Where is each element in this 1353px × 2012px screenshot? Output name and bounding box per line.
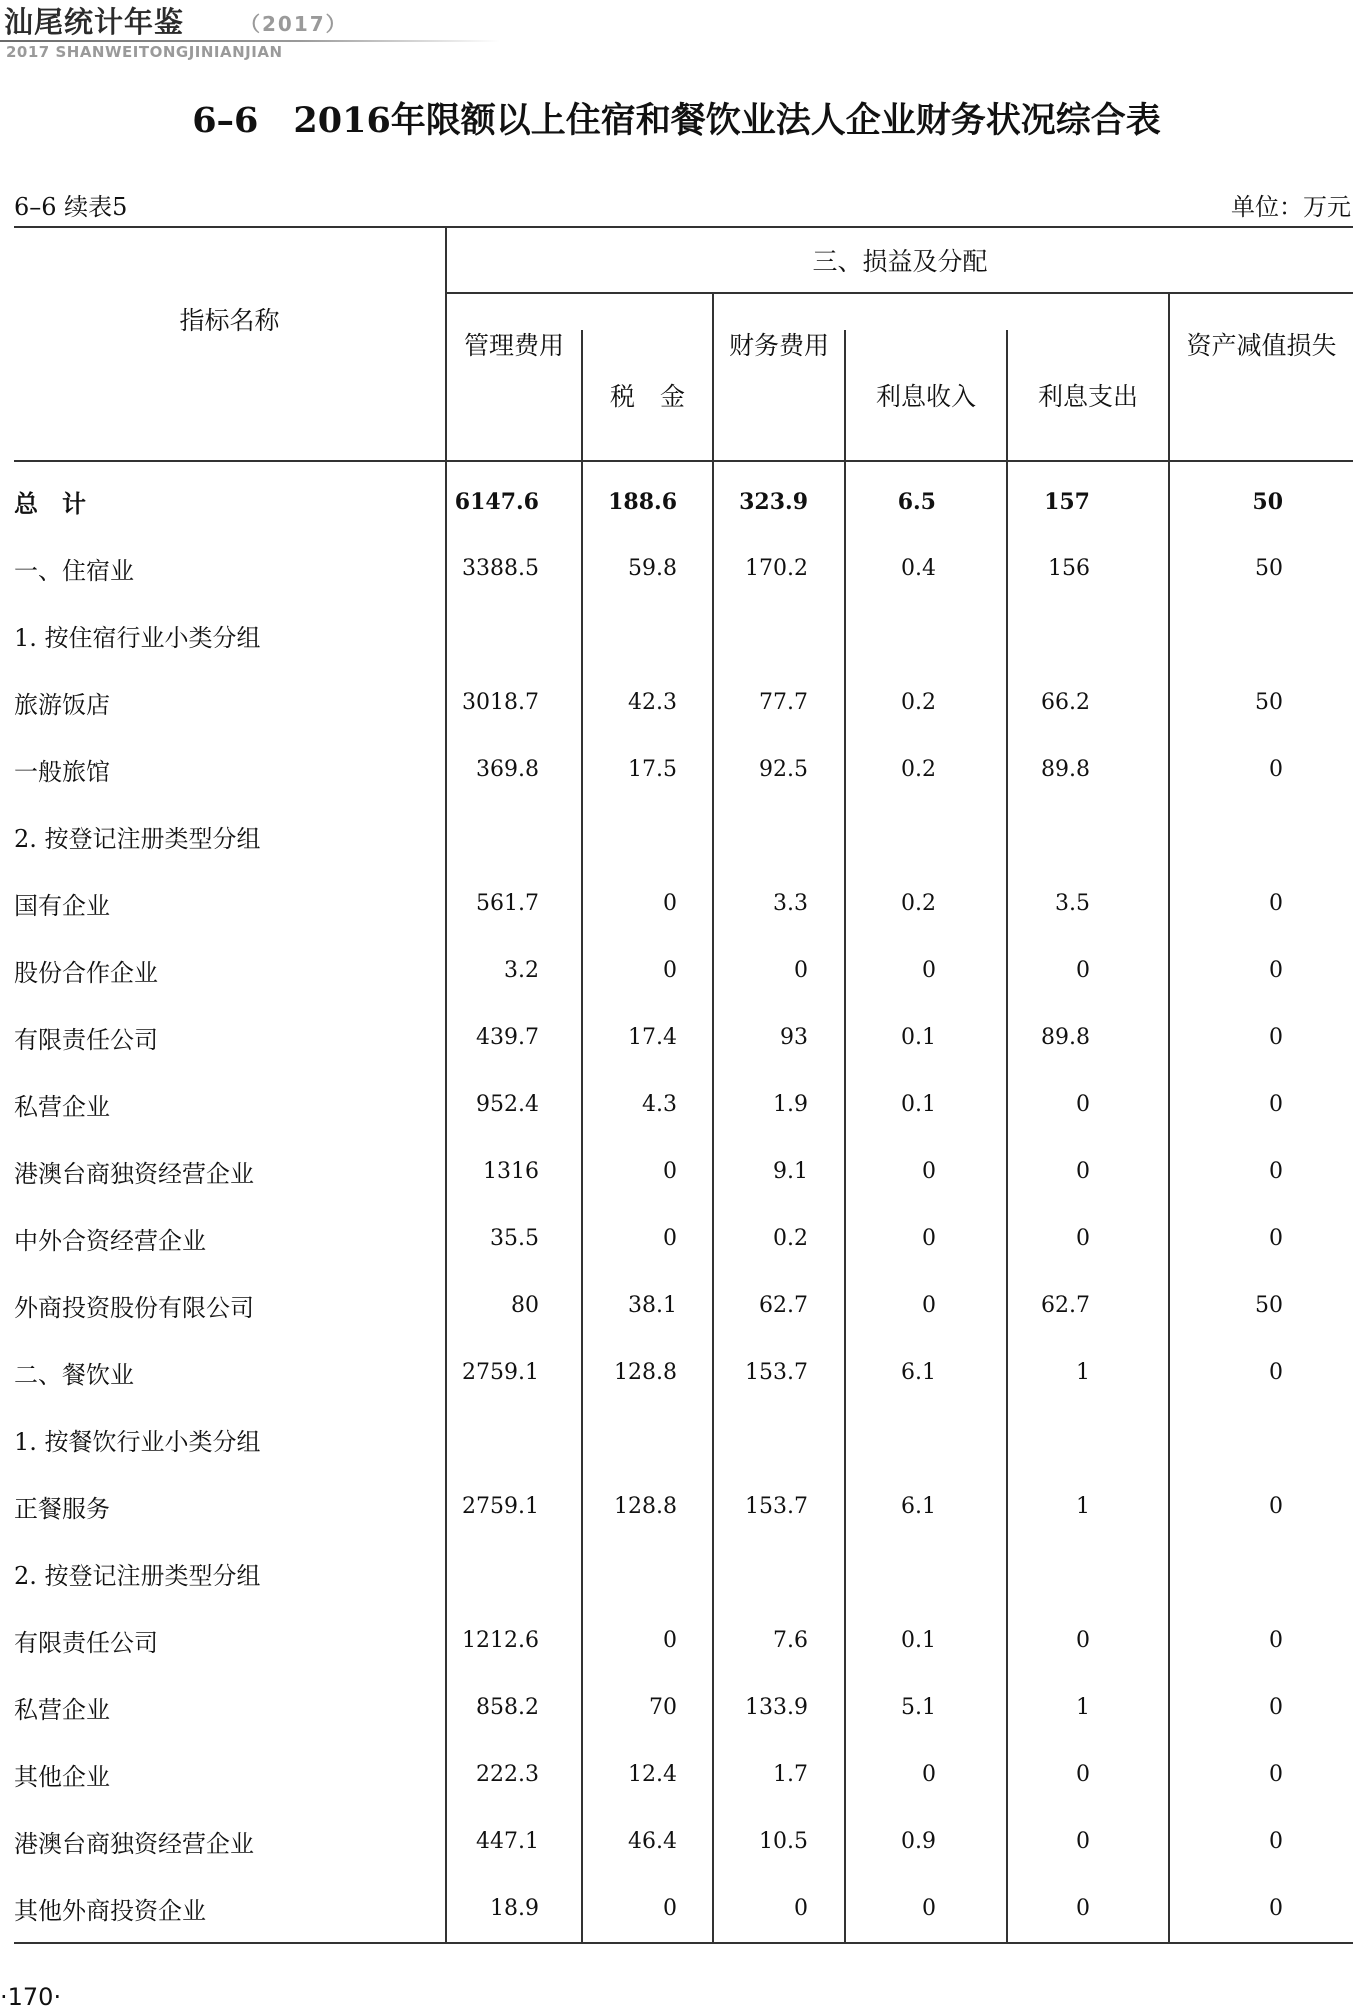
cell-admin-expense: 222.3 <box>446 1741 582 1808</box>
row-label: 一般旅馆 <box>14 758 110 786</box>
cell-admin-expense: 1316 <box>446 1138 582 1205</box>
header-indicator-name: 指标名称 <box>14 227 446 461</box>
row-label: 中外合资经营企业 <box>14 1227 206 1255</box>
cell-finance-expense: 170.2 <box>713 535 845 602</box>
cell-tax <box>582 1540 713 1607</box>
cell-impairment-loss: 0 <box>1169 870 1353 937</box>
cell-tax: 0 <box>582 1205 713 1272</box>
cell-interest-income <box>845 602 1007 669</box>
financial-table <box>14 226 1353 1944</box>
book-header <box>0 0 520 62</box>
table-row <box>14 535 1353 602</box>
cell-interest-income: 0.2 <box>845 870 1007 937</box>
cell-admin-expense: 561.7 <box>446 870 582 937</box>
cell-impairment-loss: 0 <box>1169 1875 1353 1943</box>
cell-interest-income: 5.1 <box>845 1674 1007 1741</box>
header-finance-expense: 财务费用 <box>713 293 845 461</box>
cell-interest-income <box>845 803 1007 870</box>
row-label: 1. 按住宿行业小类分组 <box>14 624 261 652</box>
cell-impairment-loss <box>1169 1540 1353 1607</box>
cell-tax: 12.4 <box>582 1741 713 1808</box>
table-row <box>14 1004 1353 1071</box>
cell-finance-expense: 9.1 <box>713 1138 845 1205</box>
header-admin-expense: 管理费用 <box>446 293 582 461</box>
header-interest-expense: 利息支出 <box>1007 330 1169 461</box>
cell-finance-expense <box>713 1540 845 1607</box>
cell-impairment-loss: 0 <box>1169 1071 1353 1138</box>
cell-finance-expense: 93 <box>713 1004 845 1071</box>
cell-interest-expense: 157 <box>1007 461 1169 535</box>
cell-interest-income: 0 <box>845 937 1007 1004</box>
table-row <box>14 1138 1353 1205</box>
cell-interest-income <box>845 1540 1007 1607</box>
cell-interest-expense: 1 <box>1007 1674 1169 1741</box>
cell-interest-income: 6.1 <box>845 1473 1007 1540</box>
cell-interest-income: 0.2 <box>845 669 1007 736</box>
cell-impairment-loss: 0 <box>1169 1138 1353 1205</box>
cell-impairment-loss <box>1169 602 1353 669</box>
header-group-profit-loss: 三、损益及分配 <box>446 227 1353 293</box>
cell-impairment-loss: 0 <box>1169 1004 1353 1071</box>
cell-admin-expense: 3018.7 <box>446 669 582 736</box>
cell-interest-income: 0 <box>845 1138 1007 1205</box>
cell-interest-income: 0.1 <box>845 1004 1007 1071</box>
cell-impairment-loss <box>1169 1406 1353 1473</box>
table-row <box>14 1272 1353 1339</box>
row-label: 外商投资股份有限公司 <box>14 1294 254 1322</box>
cell-finance-expense: 92.5 <box>713 736 845 803</box>
table-row <box>14 870 1353 937</box>
table-row <box>14 1741 1353 1808</box>
cell-tax: 70 <box>582 1674 713 1741</box>
cell-interest-income: 6.1 <box>845 1339 1007 1406</box>
cell-admin-expense: 2759.1 <box>446 1473 582 1540</box>
cell-admin-expense: 80 <box>446 1272 582 1339</box>
cell-impairment-loss: 0 <box>1169 1741 1353 1808</box>
cell-interest-expense: 89.8 <box>1007 1004 1169 1071</box>
cell-finance-expense: 62.7 <box>713 1272 845 1339</box>
cell-interest-expense: 66.2 <box>1007 669 1169 736</box>
cell-interest-expense: 62.7 <box>1007 1272 1169 1339</box>
cell-interest-expense <box>1007 803 1169 870</box>
table-row <box>14 1607 1353 1674</box>
cell-admin-expense <box>446 602 582 669</box>
table-body <box>14 461 1353 1943</box>
cell-interest-income: 0.1 <box>845 1607 1007 1674</box>
header-tax: 税 金 <box>582 330 713 461</box>
cell-interest-expense: 0 <box>1007 1875 1169 1943</box>
cell-interest-income: 0 <box>845 1272 1007 1339</box>
header-spacer <box>582 293 713 330</box>
cell-tax: 59.8 <box>582 535 713 602</box>
row-label: 国有企业 <box>14 892 110 920</box>
cell-interest-expense: 1 <box>1007 1473 1169 1540</box>
cell-finance-expense: 10.5 <box>713 1808 845 1875</box>
cell-admin-expense: 2759.1 <box>446 1339 582 1406</box>
cell-tax: 0 <box>582 870 713 937</box>
table-header <box>14 227 1353 461</box>
cell-admin-expense <box>446 1406 582 1473</box>
cell-interest-expense: 1 <box>1007 1339 1169 1406</box>
cell-tax: 42.3 <box>582 669 713 736</box>
cell-tax: 38.1 <box>582 1272 713 1339</box>
cell-finance-expense: 0 <box>713 937 845 1004</box>
table-row <box>14 1205 1353 1272</box>
cell-impairment-loss: 50 <box>1169 669 1353 736</box>
cell-impairment-loss: 50 <box>1169 535 1353 602</box>
header-spacer <box>845 293 1169 330</box>
page-number: ·170· <box>0 1983 62 2011</box>
table-row <box>14 1473 1353 1540</box>
cell-tax: 128.8 <box>582 1339 713 1406</box>
table-row <box>14 1808 1353 1875</box>
cell-impairment-loss <box>1169 803 1353 870</box>
book-subtitle: 2017 SHANWEITONGJINIANJIAN <box>6 43 283 61</box>
unit-label: 单位：万元 <box>1231 193 1351 221</box>
cell-tax: 188.6 <box>582 461 713 535</box>
cell-tax: 128.8 <box>582 1473 713 1540</box>
cell-tax: 17.4 <box>582 1004 713 1071</box>
cell-finance-expense: 1.9 <box>713 1071 845 1138</box>
cell-interest-expense: 156 <box>1007 535 1169 602</box>
cell-admin-expense: 18.9 <box>446 1875 582 1943</box>
row-label: 有限责任公司 <box>14 1026 158 1054</box>
cell-finance-expense: 0 <box>713 1875 845 1943</box>
cell-interest-income: 0.1 <box>845 1071 1007 1138</box>
cell-admin-expense: 858.2 <box>446 1674 582 1741</box>
cell-interest-income: 0 <box>845 1741 1007 1808</box>
cell-tax: 4.3 <box>582 1071 713 1138</box>
cell-interest-income <box>845 1406 1007 1473</box>
cell-finance-expense: 7.6 <box>713 1607 845 1674</box>
cell-admin-expense: 369.8 <box>446 736 582 803</box>
cell-admin-expense <box>446 803 582 870</box>
table-row <box>14 736 1353 803</box>
row-label: 港澳台商独资经营企业 <box>14 1830 254 1858</box>
cell-impairment-loss: 50 <box>1169 461 1353 535</box>
row-label: 一、住宿业 <box>14 557 134 585</box>
table-continuation-label: 6–6 续表5 <box>14 193 128 221</box>
row-label: 其他企业 <box>14 1763 110 1791</box>
cell-tax: 46.4 <box>582 1808 713 1875</box>
cell-impairment-loss: 0 <box>1169 736 1353 803</box>
row-label: 股份合作企业 <box>14 959 158 987</box>
cell-impairment-loss: 0 <box>1169 1674 1353 1741</box>
cell-finance-expense: 3.3 <box>713 870 845 937</box>
cell-admin-expense: 3.2 <box>446 937 582 1004</box>
cell-finance-expense <box>713 1406 845 1473</box>
cell-admin-expense: 447.1 <box>446 1808 582 1875</box>
row-label: 正餐服务 <box>14 1495 110 1523</box>
cell-impairment-loss: 0 <box>1169 1808 1353 1875</box>
table-row <box>14 937 1353 1004</box>
cell-finance-expense: 153.7 <box>713 1339 845 1406</box>
cell-interest-expense: 0 <box>1007 1071 1169 1138</box>
cell-interest-expense: 0 <box>1007 937 1169 1004</box>
table-row <box>14 669 1353 736</box>
cell-finance-expense <box>713 803 845 870</box>
cell-finance-expense: 133.9 <box>713 1674 845 1741</box>
book-year: （2017） <box>240 12 348 36</box>
cell-tax <box>582 1406 713 1473</box>
cell-impairment-loss: 0 <box>1169 1205 1353 1272</box>
cell-interest-expense <box>1007 1406 1169 1473</box>
table-row <box>14 803 1353 870</box>
table-row <box>14 1875 1353 1943</box>
row-label: 总 计 <box>14 489 86 518</box>
row-label: 旅游饭店 <box>14 691 110 719</box>
row-label: 二、餐饮业 <box>14 1361 134 1389</box>
cell-admin-expense: 3388.5 <box>446 535 582 602</box>
cell-interest-expense <box>1007 602 1169 669</box>
row-label: 港澳台商独资经营企业 <box>14 1160 254 1188</box>
cell-tax: 0 <box>582 1607 713 1674</box>
cell-impairment-loss: 0 <box>1169 1607 1353 1674</box>
cell-impairment-loss: 0 <box>1169 1473 1353 1540</box>
cell-tax: 0 <box>582 1138 713 1205</box>
table-row <box>14 1674 1353 1741</box>
cell-impairment-loss: 0 <box>1169 937 1353 1004</box>
cell-tax <box>582 602 713 669</box>
cell-admin-expense: 6147.6 <box>446 461 582 535</box>
cell-interest-expense <box>1007 1540 1169 1607</box>
table-row <box>14 1339 1353 1406</box>
row-label: 2. 按登记注册类型分组 <box>14 1562 261 1590</box>
cell-interest-expense: 0 <box>1007 1808 1169 1875</box>
cell-admin-expense: 1212.6 <box>446 1607 582 1674</box>
cell-tax: 0 <box>582 1875 713 1943</box>
cell-finance-expense: 323.9 <box>713 461 845 535</box>
cell-interest-expense: 0 <box>1007 1607 1169 1674</box>
row-label: 1. 按餐饮行业小类分组 <box>14 1428 261 1456</box>
cell-interest-income: 0.9 <box>845 1808 1007 1875</box>
cell-tax <box>582 803 713 870</box>
cell-interest-income: 0.2 <box>845 736 1007 803</box>
book-title: 汕尾统计年鉴 <box>4 5 185 39</box>
table-row <box>14 1071 1353 1138</box>
cell-interest-expense: 89.8 <box>1007 736 1169 803</box>
cell-interest-expense: 0 <box>1007 1138 1169 1205</box>
table-row <box>14 461 1353 535</box>
header-rule <box>0 40 500 42</box>
cell-finance-expense: 1.7 <box>713 1741 845 1808</box>
cell-interest-expense: 0 <box>1007 1205 1169 1272</box>
cell-interest-income: 0 <box>845 1205 1007 1272</box>
cell-interest-income: 6.5 <box>845 461 1007 535</box>
table-row <box>14 1540 1353 1607</box>
cell-finance-expense: 77.7 <box>713 669 845 736</box>
cell-impairment-loss: 50 <box>1169 1272 1353 1339</box>
row-label: 私营企业 <box>14 1696 110 1724</box>
header-impairment-loss: 资产减值损失 <box>1169 293 1353 461</box>
cell-tax: 0 <box>582 937 713 1004</box>
table-row <box>14 602 1353 669</box>
cell-interest-income: 0.4 <box>845 535 1007 602</box>
table-row <box>14 1406 1353 1473</box>
row-label: 2. 按登记注册类型分组 <box>14 825 261 853</box>
cell-interest-income: 0 <box>845 1875 1007 1943</box>
cell-admin-expense: 35.5 <box>446 1205 582 1272</box>
cell-interest-expense: 3.5 <box>1007 870 1169 937</box>
cell-admin-expense <box>446 1540 582 1607</box>
cell-finance-expense: 0.2 <box>713 1205 845 1272</box>
cell-admin-expense: 439.7 <box>446 1004 582 1071</box>
cell-tax: 17.5 <box>582 736 713 803</box>
cell-finance-expense: 153.7 <box>713 1473 845 1540</box>
cell-finance-expense <box>713 602 845 669</box>
table-title: 6–6 2016年限额以上住宿和餐饮业法人企业财务状况综合表 <box>192 100 1161 141</box>
cell-impairment-loss: 0 <box>1169 1339 1353 1406</box>
cell-admin-expense: 952.4 <box>446 1071 582 1138</box>
header-interest-income: 利息收入 <box>845 330 1007 461</box>
row-label: 其他外商投资企业 <box>14 1875 446 1943</box>
row-label: 私营企业 <box>14 1093 110 1121</box>
row-label: 有限责任公司 <box>14 1629 158 1657</box>
cell-interest-expense: 0 <box>1007 1741 1169 1808</box>
